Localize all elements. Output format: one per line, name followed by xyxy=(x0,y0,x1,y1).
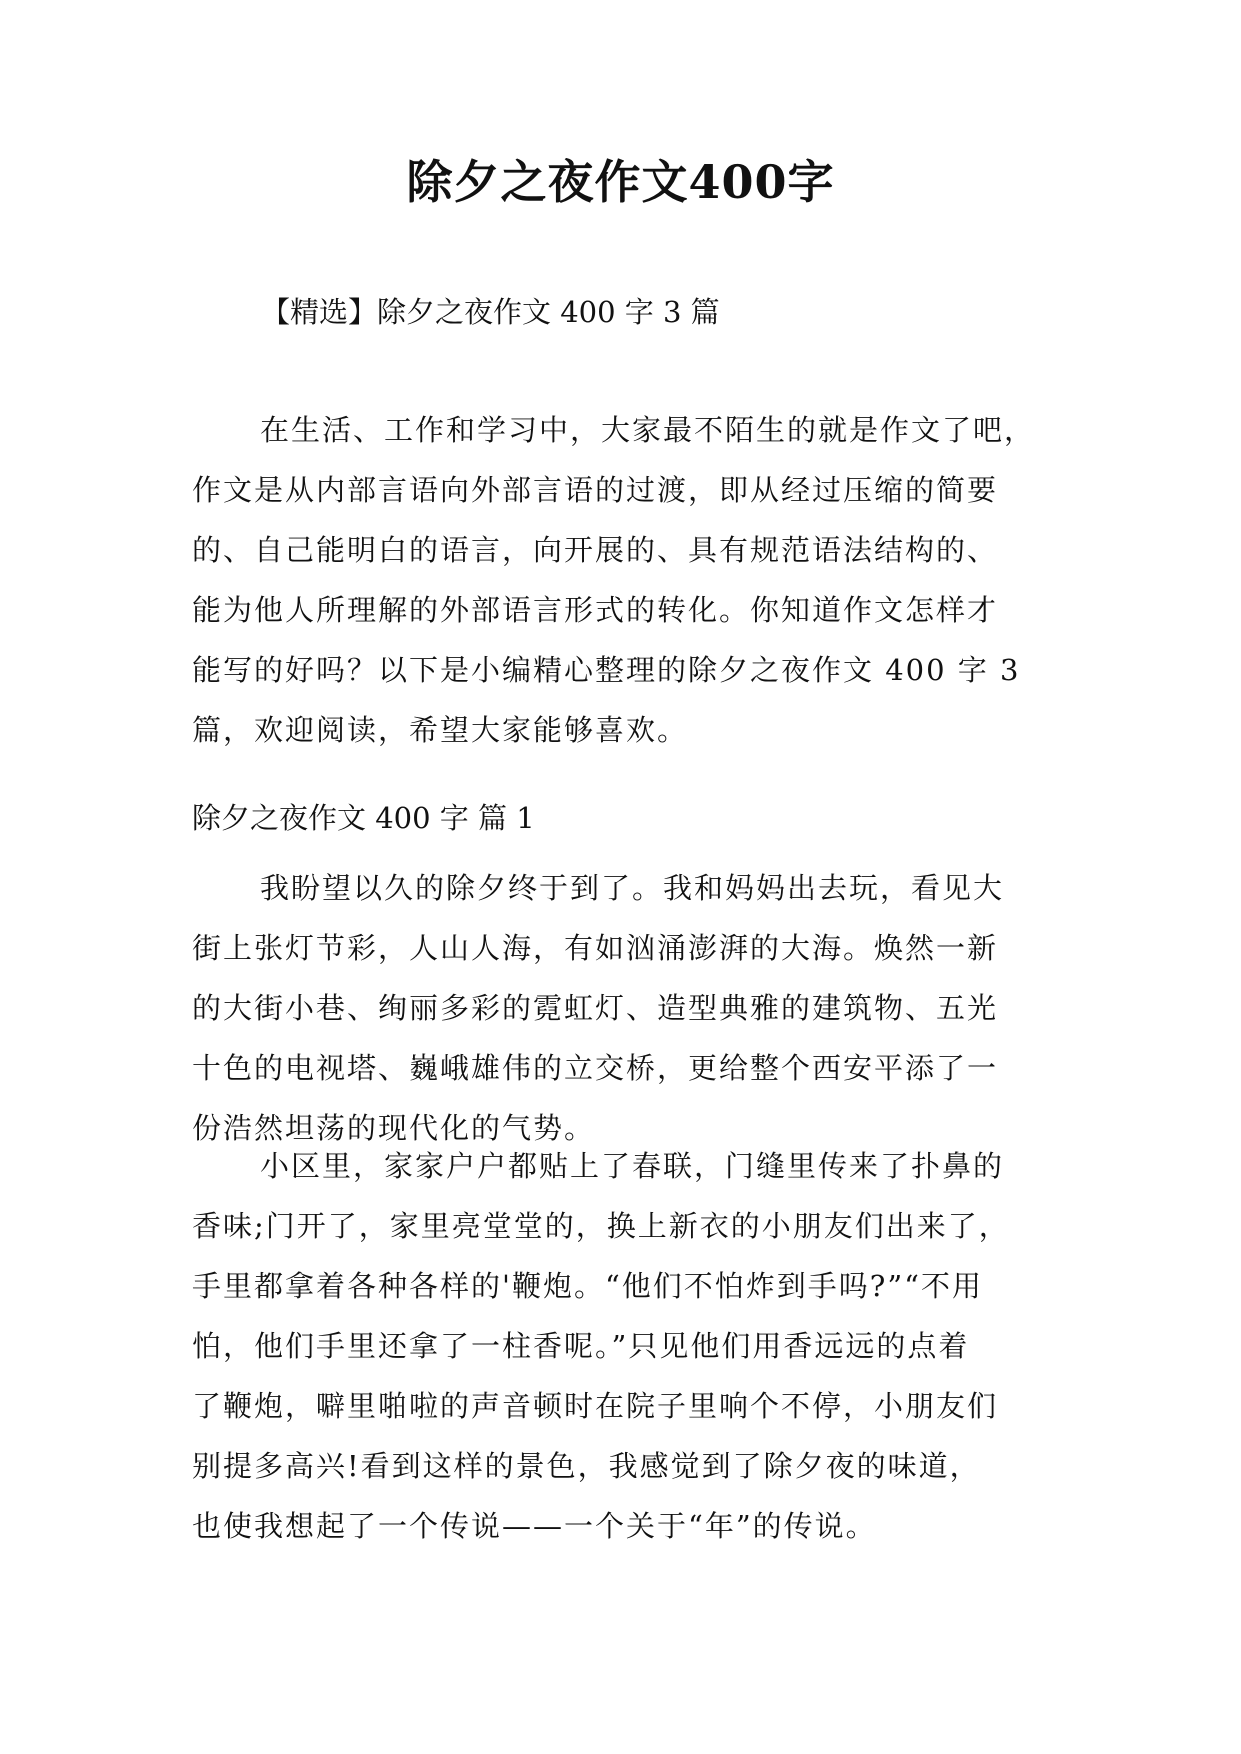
section-heading: 除夕之夜作文 400 字 篇 1 xyxy=(192,801,535,835)
paragraph-line: 怕，他们手里还拿了一柱香呢。”只见他们用香远远的点着 xyxy=(192,1329,970,1363)
paragraph-line: 十色的电视塔、巍峨雄伟的立交桥，更给整个西安平添了一 xyxy=(192,1051,999,1085)
paragraph-line: 手里都拿着各种各样的'鞭炮。“他们不怕炸到手吗?”“不用 xyxy=(192,1269,983,1303)
paragraph-line: 我盼望以久的除夕终于到了。我和妈妈出去玩，看见大 xyxy=(260,871,1005,905)
paragraph-line: 街上张灯节彩，人山人海，有如汹涌澎湃的大海。焕然一新 xyxy=(192,931,999,965)
paragraph-line: 香味;门开了，家里亮堂堂的，换上新衣的小朋友们出来了， xyxy=(192,1209,1010,1243)
paragraph-line: 了鞭炮，噼里啪啦的声音顿时在院子里响个不停，小朋友们 xyxy=(192,1389,999,1423)
intro-line: 篇，欢迎阅读，希望大家能够喜欢。 xyxy=(192,713,689,747)
paragraph-line: 小区里，家家户户都贴上了春联，门缝里传来了扑鼻的 xyxy=(260,1149,1005,1183)
intro-line: 作文是从内部言语向外部言语的过渡，即从经过压缩的简要 xyxy=(192,473,999,507)
intro-paragraph xyxy=(192,400,1062,760)
paragraph-line: 别提多高兴!看到这样的景色，我感觉到了除夕夜的味道， xyxy=(192,1449,981,1483)
paragraph-line: 的大街小巷、绚丽多彩的霓虹灯、造型典雅的建筑物、五光 xyxy=(192,991,999,1025)
paragraph-line: 也使我想起了一个传说——一个关于“年”的传说。 xyxy=(192,1509,877,1543)
paragraph-2 xyxy=(192,1136,1062,1556)
intro-line: 在生活、工作和学习中，大家最不陌生的就是作文了吧， xyxy=(260,413,1036,447)
paragraph-line: 份浩然坦荡的现代化的气势。 xyxy=(192,1111,596,1145)
subtitle: 【精选】除夕之夜作文 400 字 3 篇 xyxy=(261,295,720,329)
page-title: 除夕之夜作文400字 xyxy=(406,155,835,209)
intro-line: 能为他人所理解的外部语言形式的转化。你知道作文怎样才 xyxy=(192,593,999,627)
paragraph-1 xyxy=(192,858,1062,1158)
intro-line: 的、自己能明白的语言，向开展的、具有规范语法结构的、 xyxy=(192,533,999,567)
intro-line: 能写的好吗？以下是小编精心整理的除夕之夜作文 400 字 3 xyxy=(192,653,1021,687)
